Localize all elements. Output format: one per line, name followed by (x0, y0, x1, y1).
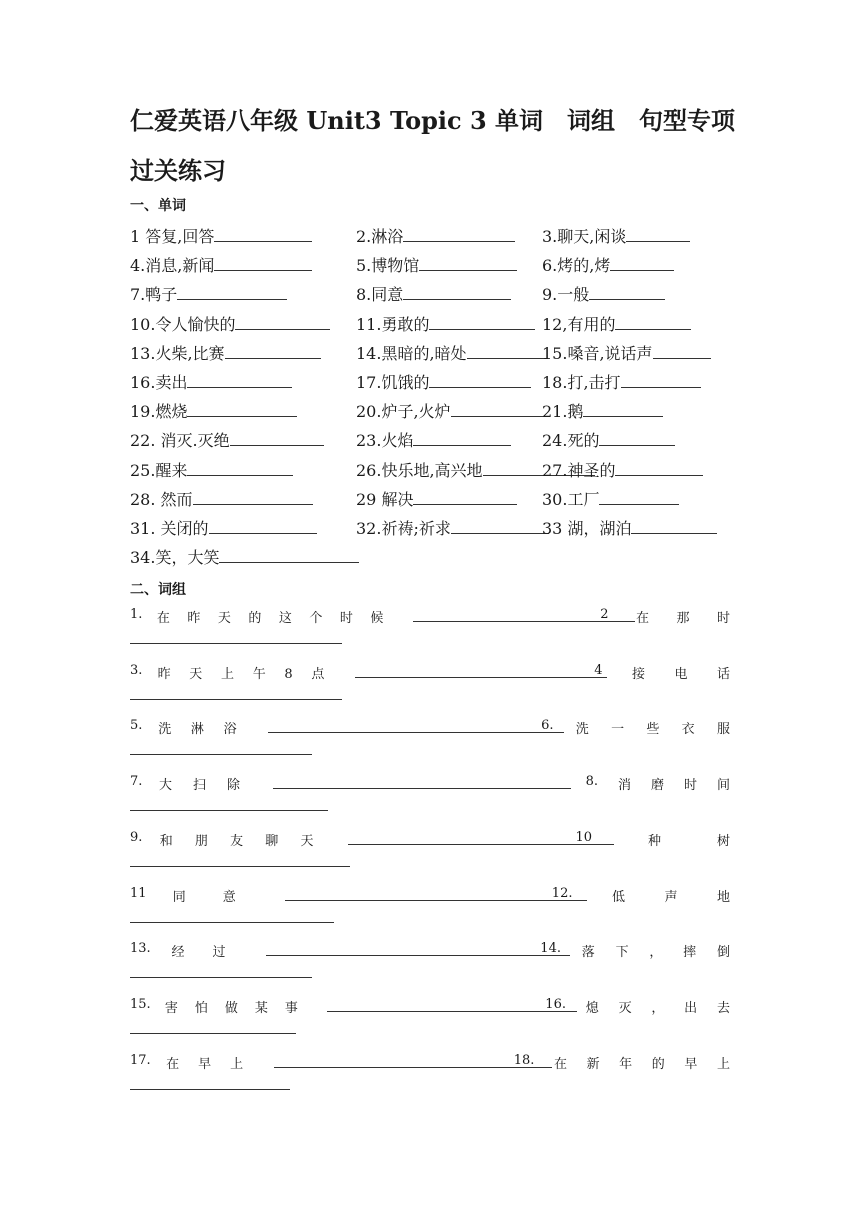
word-item (356, 370, 531, 393)
answer-blank[interactable] (610, 256, 674, 271)
answer-blank[interactable] (413, 490, 517, 505)
word-prompt: 13.火柴,比赛 (130, 343, 225, 363)
phrase-prompt-left (130, 663, 607, 682)
phrase-number: 11 (130, 885, 147, 901)
word-prompt: 33 湖，湖泊 (542, 519, 632, 538)
phrase-text: 昨天上午8点 (157, 666, 344, 682)
answer-blank[interactable] (451, 402, 549, 417)
phrase-number: 9. (130, 829, 143, 845)
word-item (130, 545, 359, 568)
word-prompt: 19.燃烧 (130, 402, 188, 422)
answer-blank-continued[interactable] (130, 976, 312, 978)
word-item (356, 487, 517, 510)
phrase-number: 6. (541, 718, 554, 734)
word-item (542, 428, 675, 451)
word-prompt: 10.令人愉快的 (130, 314, 236, 334)
word-prompt: 5.博物馆 (356, 256, 420, 276)
phrase-row (130, 996, 750, 1033)
phrase-text: 害怕做某事 (164, 1000, 315, 1016)
answer-blank[interactable] (193, 490, 313, 505)
phrase-number: 2 (600, 607, 609, 622)
word-item (130, 370, 292, 393)
word-item (356, 282, 511, 305)
answer-blank[interactable] (285, 886, 587, 901)
answer-blank-continued[interactable] (130, 698, 342, 700)
phrase-prompt-right (545, 996, 750, 1016)
phrase-number: 14. (540, 941, 561, 957)
answer-blank[interactable] (214, 256, 312, 271)
word-item (542, 399, 663, 422)
answer-blank[interactable] (429, 315, 535, 330)
word-prompt: 23.火焰 (356, 431, 414, 451)
word-prompt: 2.淋浴 (356, 227, 404, 246)
phrase-number: 3. (130, 662, 143, 678)
phrase-number: 18. (513, 1052, 535, 1068)
phrase-prompt-right (513, 1052, 750, 1072)
phrase-text: 同意 (172, 889, 273, 905)
phrase-prompt-left (130, 774, 571, 793)
phrase-text: 经过 (171, 945, 254, 961)
phrase-prompt-right (600, 607, 758, 626)
word-item (130, 253, 312, 276)
word-prompt: 14.黑暗的,暗处 (356, 343, 467, 363)
answer-blank[interactable] (230, 431, 324, 446)
phrase-text: 和朋友聊天 (159, 833, 336, 849)
word-prompt: 4.消息,新闻 (130, 256, 215, 276)
answer-blank[interactable] (268, 718, 564, 733)
phrase-number: 12. (551, 885, 573, 901)
answer-blank[interactable] (266, 941, 570, 956)
word-item (356, 312, 535, 335)
answer-blank[interactable] (327, 997, 577, 1012)
phrase-text: 大扫除 (159, 778, 262, 794)
word-item (356, 428, 511, 451)
phrase-text: 在那时 (635, 611, 758, 626)
answer-blank-continued[interactable] (130, 753, 312, 755)
word-item (130, 487, 313, 510)
word-prompt: 16.卖出 (130, 373, 188, 392)
phrase-number: 15. (130, 996, 151, 1012)
phrase-prompt-left (130, 607, 635, 626)
answer-blank[interactable] (583, 402, 663, 417)
word-item (356, 253, 517, 276)
phrase-number: 17. (130, 1052, 151, 1068)
word-prompt: 11.勇敢的 (356, 314, 430, 334)
word-item (130, 224, 312, 247)
word-item (542, 253, 674, 276)
answer-blank[interactable] (615, 315, 691, 330)
phrase-text: 低声地 (611, 889, 770, 905)
word-prompt: 6.烤的,烤 (542, 256, 611, 276)
phrase-number: 4 (594, 662, 603, 678)
word-prompt: 9.一般 (542, 285, 590, 305)
answer-blank[interactable] (599, 431, 675, 446)
answer-blank[interactable] (214, 227, 312, 242)
phrase-number: 5. (130, 718, 143, 734)
answer-blank[interactable] (219, 548, 359, 563)
answer-blank-continued[interactable] (130, 642, 342, 644)
word-prompt: 1 答复,回答 (130, 227, 215, 246)
answer-blank[interactable] (187, 461, 293, 476)
word-prompt: 28. 然而 (130, 489, 193, 509)
answer-blank[interactable] (429, 373, 531, 388)
phrase-text: 种树 (647, 833, 786, 849)
phrase-text: 洗淋浴 (158, 722, 257, 738)
section-heading-words: 一、单词 (130, 198, 186, 214)
phrase-row (130, 885, 770, 922)
answer-blank[interactable] (467, 344, 547, 359)
word-prompt: 31. 关闭的 (130, 519, 209, 538)
word-prompt: 12,有用的 (542, 314, 616, 334)
phrase-text: 在昨天的这个时候 (156, 611, 401, 626)
word-item (542, 516, 717, 539)
word-prompt: 20.炉子,火炉 (356, 402, 451, 422)
word-prompt: 27.神圣的 (542, 460, 616, 480)
answer-blank[interactable] (209, 519, 317, 534)
word-prompt: 24.死的 (542, 431, 600, 451)
answer-blank[interactable] (403, 227, 515, 242)
answer-blank-continued[interactable] (130, 865, 350, 867)
phrase-text: 消磨时间 (617, 778, 750, 794)
phrase-prompt-left (130, 830, 614, 849)
phrase-row (130, 662, 760, 699)
phrase-number: 7. (130, 774, 143, 790)
phrase-prompt-right (541, 718, 753, 738)
word-prompt: 3.聊天,闲谈 (542, 227, 627, 246)
phrase-text: 在新年的早上 (553, 1056, 750, 1072)
answer-blank-continued[interactable] (130, 809, 328, 811)
word-item (130, 282, 287, 305)
phrase-text: 落下，摔倒 (581, 945, 751, 961)
phrase-row (130, 774, 750, 810)
page-title: 仁爱英语八年级 Unit3 Topic 3 单词 词组 句型专项过关练习 (130, 106, 736, 185)
phrase-text: 在早上 (166, 1056, 263, 1072)
word-item (542, 458, 703, 481)
answer-blank[interactable] (187, 373, 292, 388)
answer-blank-continued[interactable] (130, 1088, 290, 1090)
phrase-prompt-left (130, 1053, 552, 1072)
phrase-row (130, 829, 786, 866)
phrase-prompt-right (575, 829, 786, 849)
word-prompt: 22. 消灭.灭绝 (130, 431, 230, 451)
word-prompt: 21.鹅 (542, 402, 584, 422)
answer-blank[interactable] (403, 285, 511, 300)
phrase-prompt-left (130, 941, 570, 960)
phrase-number: 8. (585, 774, 598, 790)
phrase-row (130, 1052, 750, 1089)
answer-blank[interactable] (187, 402, 297, 417)
word-prompt: 29 解决 (356, 489, 414, 509)
word-prompt: 32.祈祷;祈求 (356, 519, 451, 538)
phrase-number: 10 (575, 829, 592, 845)
answer-blank[interactable] (615, 461, 703, 476)
word-prompt: 17.饥饿的 (356, 373, 430, 392)
answer-blank[interactable] (348, 830, 614, 845)
phrase-text: 熄灭，出去 (585, 1000, 750, 1016)
phrase-prompt-left (130, 997, 577, 1016)
word-prompt: 34.笑，大笑 (130, 548, 220, 568)
word-item (542, 487, 679, 510)
word-prompt: 25.醒来 (130, 460, 188, 480)
word-prompt: 15.嗓音,说话声 (542, 343, 653, 363)
phrase-text: 接电话 (631, 666, 760, 682)
answer-blank[interactable] (599, 490, 679, 505)
word-item (356, 341, 547, 364)
word-item (542, 224, 690, 247)
word-prompt: 18.打,击打 (542, 373, 621, 392)
word-item (356, 516, 549, 539)
word-item (130, 312, 330, 335)
word-item (356, 399, 549, 422)
word-item (542, 312, 691, 335)
word-item (542, 370, 701, 393)
answer-blank-continued[interactable] (130, 921, 334, 923)
word-item (356, 224, 515, 247)
phrase-prompt-left (130, 718, 564, 737)
answer-blank[interactable] (413, 431, 511, 446)
word-prompt: 8.同意 (356, 285, 404, 305)
answer-blank[interactable] (355, 663, 607, 678)
answer-blank[interactable] (451, 519, 549, 534)
answer-blank[interactable] (626, 227, 690, 242)
answer-blank[interactable] (235, 315, 330, 330)
phrase-prompt-right (540, 941, 751, 961)
phrase-prompt-right (551, 885, 770, 905)
word-item (130, 341, 321, 364)
phrase-number: 13. (130, 941, 151, 957)
word-item (130, 399, 297, 422)
answer-blank[interactable] (225, 344, 321, 359)
word-prompt: 30.工厂 (542, 489, 600, 509)
phrase-row (130, 718, 753, 754)
word-item (542, 282, 665, 305)
word-prompt: 26.快乐地,高兴地 (356, 460, 483, 480)
word-prompt: 7.鸭子 (130, 285, 178, 305)
phrase-row (130, 607, 758, 643)
section-heading-phrases: 二、词组 (130, 582, 186, 598)
answer-blank[interactable] (631, 519, 717, 534)
answer-blank[interactable] (273, 774, 571, 789)
phrase-number: 16. (545, 996, 566, 1012)
phrase-prompt-right (594, 662, 760, 682)
answer-blank[interactable] (653, 344, 711, 359)
answer-blank-continued[interactable] (130, 1032, 296, 1034)
phrase-prompt-left (130, 886, 587, 905)
phrase-row (130, 941, 751, 977)
answer-blank[interactable] (274, 1053, 552, 1068)
phrase-prompt-right (585, 774, 750, 794)
word-item (130, 428, 324, 451)
answer-blank[interactable] (589, 285, 665, 300)
answer-blank[interactable] (177, 285, 287, 300)
phrase-number: 1. (130, 607, 143, 622)
word-item (130, 458, 293, 481)
phrase-text: 洗一些衣服 (575, 722, 753, 738)
answer-blank[interactable] (419, 256, 517, 271)
answer-blank[interactable] (621, 373, 701, 388)
word-item (542, 341, 711, 364)
word-item (130, 516, 317, 539)
